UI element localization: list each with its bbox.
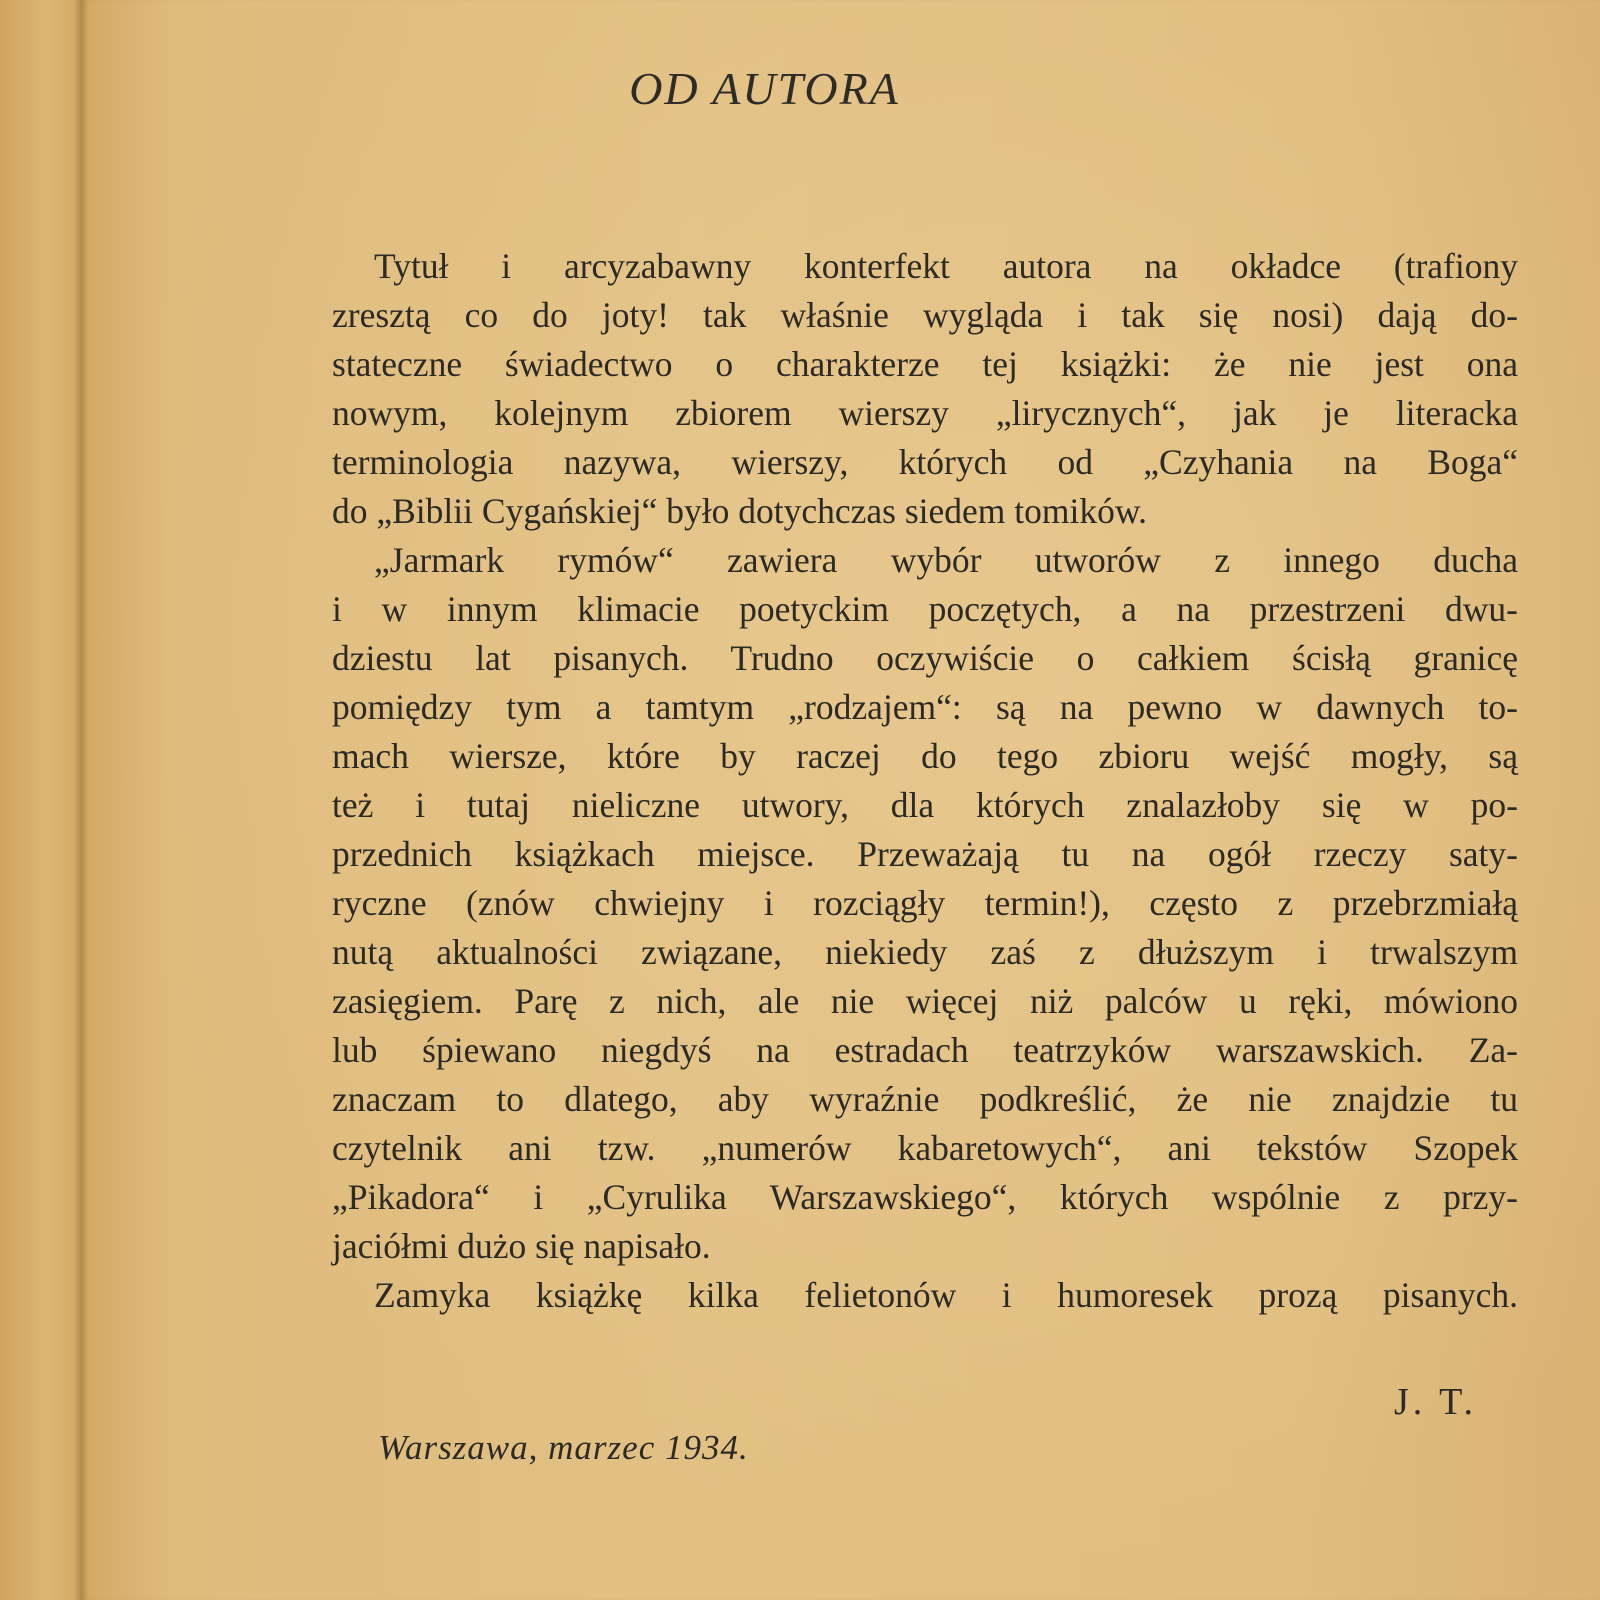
book-page	[82, 0, 1600, 1600]
previous-page-edge	[0, 0, 82, 1600]
text-line: lub śpiewano niegdyś na estradach teatrzyków warszawskich. Za-	[332, 1030, 1518, 1070]
text-line: przednich książkach miejsce. Przeważają tu na ogół rzeczy saty-	[332, 834, 1518, 874]
text-line: i w innym klimacie poetyckim poczętych, a na przestrzeni dwu-	[332, 589, 1518, 629]
text-line: terminologia nazywa, wierszy, których od „Czyhania na Boga“	[332, 442, 1518, 482]
text-line: nowym, kolejnym zbiorem wierszy „lirycznych“, jak je literacka	[332, 393, 1518, 433]
text-line: „Pikadora“ i „Cyrulika Warszawskiego“, których wspólnie z przy-	[332, 1177, 1518, 1217]
text-line: do „Biblii Cygańskiej“ było dotychczas siedem tomików.	[332, 491, 1148, 531]
text-line: pomiędzy tym a tamtym „rodzajem“: są na pewno w dawnych to-	[332, 687, 1518, 727]
text-line: dziestu lat pisanych. Trudno oczywiście o całkiem ścisłą granicę	[332, 638, 1518, 678]
place-date: Warszawa, marzec 1934.	[378, 1428, 749, 1467]
text-line: znaczam to dlatego, aby wyraźnie podkreślić, że nie znajdzie tu	[332, 1079, 1518, 1119]
text-line: „Jarmark rymów“ zawiera wybór utworów z innego ducha	[374, 540, 1518, 580]
text-line: też i tutaj nieliczne utwory, dla których znalazłoby się w po-	[332, 785, 1518, 825]
text-line: jaciółmi dużo się napisało.	[332, 1226, 711, 1266]
text-line: mach wiersze, które by raczej do tego zbioru wejść mogły, są	[332, 736, 1518, 776]
text-line: zasięgiem. Parę z nich, ale nie więcej niż palców u ręki, mówiono	[332, 981, 1518, 1021]
author-signature: J. T.	[1394, 1381, 1477, 1423]
text-line: czytelnik ani tzw. „numerów kabaretowych“, ani tekstów Szopek	[332, 1128, 1518, 1168]
page-title: OD AUTORA	[629, 63, 900, 114]
text-line: Tytuł i arcyzabawny konterfekt autora na okładce (trafiony	[374, 246, 1518, 286]
text-line: zresztą co do joty! tak właśnie wygląda i tak się nosi) dają do-	[332, 295, 1518, 335]
text-line: nutą aktualności związane, niekiedy zaś z dłuższym i trwalszym	[332, 932, 1518, 972]
body-text	[332, 242, 1518, 1320]
text-line: Zamyka książkę kilka felietonów i humoresek prozą pisanych.	[374, 1275, 1518, 1315]
text-line: stateczne świadectwo o charakterze tej książki: że nie jest ona	[332, 344, 1518, 384]
text-line: ryczne (znów chwiejny i rozciągły termin!), często z przebrzmiałą	[332, 883, 1518, 923]
